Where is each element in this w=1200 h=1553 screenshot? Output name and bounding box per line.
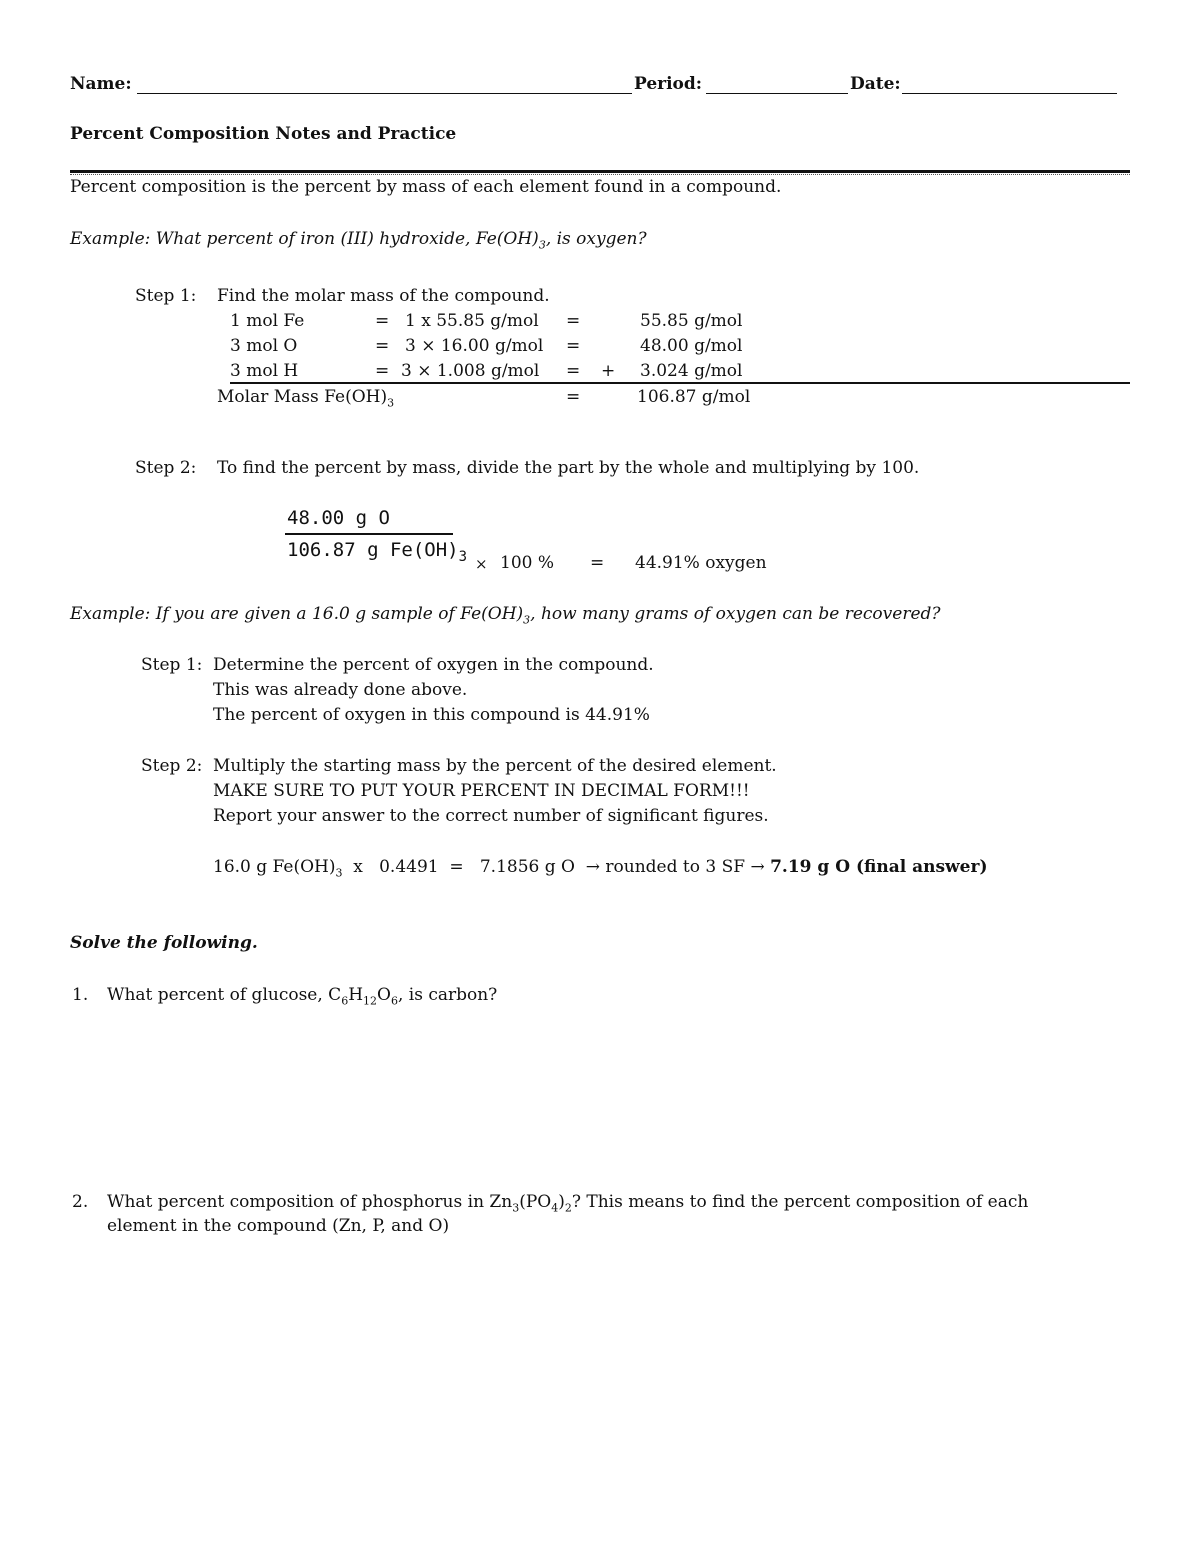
times-sign: × — [475, 555, 488, 573]
period-label: Period: — [634, 74, 703, 94]
mass-calculation: 16.0 g $Fe(OH)_3$ x 0.4491 = 7.1856 g O → rounded to 3 SF → 7.19 g O (final answer) — [213, 857, 988, 880]
question-1-text: What percent of glucose, $C_6H_{12}O_6$, is carbon? — [107, 985, 498, 1008]
molar-mass-total-eq: = — [566, 387, 581, 407]
ex2-step1-line: Determine the percent of oxygen in the compound. — [213, 655, 654, 675]
question-2-text-line2: element in the compound (Zn, P, and O) — [107, 1216, 450, 1236]
result-equals: = — [590, 553, 605, 573]
fraction-bar — [285, 533, 453, 535]
ex2-step2-line: Report your answer to the correct number of significant figures. — [213, 806, 769, 826]
ex2-step1-line: The percent of oxygen in this compound is 44.91% — [213, 705, 650, 725]
fraction-denominator: 106.87 g $Fe(OH)_3$ — [287, 539, 468, 565]
question-2-number: 2. — [72, 1192, 89, 1212]
fraction-numerator: 48.00 g O — [287, 507, 390, 529]
hundred-percent: 100 % — [500, 553, 555, 573]
molar-mass-total-label: Molar Mass $Fe(OH)_3$ — [217, 387, 395, 410]
percent-result: 44.91% oxygen — [635, 553, 767, 573]
answer-space-2[interactable] — [107, 1250, 1117, 1500]
date-label: Date: — [850, 74, 901, 94]
example2-prompt: Example: If you are given a 16.0 g sample of $Fe(OH)_3$, how many grams of oxygen can be recovered? — [70, 604, 941, 627]
question-2-text: What percent composition of phosphorus in $Zn_3(PO_4)_2$? This means to find the percent composition of each — [107, 1192, 1029, 1215]
ex1-step1-text: Find the molar mass of the compound. — [217, 286, 550, 306]
period-field[interactable] — [706, 93, 848, 94]
ex2-step1-label: Step 1: — [141, 655, 203, 675]
ex2-step1-line: This was already done above. — [213, 680, 468, 700]
ex2-step2-line: Multiply the starting mass by the percent of the desired element. — [213, 756, 777, 776]
title-divider — [70, 170, 1130, 175]
name-label: Name: — [70, 74, 132, 94]
page-title: Percent Composition Notes and Practice — [70, 124, 457, 144]
answer-space-1[interactable] — [107, 1020, 1117, 1180]
ex2-step2-line: MAKE SURE TO PUT YOUR PERCENT IN DECIMAL FORM!!! — [213, 781, 750, 801]
sum-line — [230, 382, 1130, 384]
name-field[interactable] — [137, 93, 632, 94]
ex2-step2-label: Step 2: — [141, 756, 203, 776]
ex1-step2-label: Step 2: — [135, 458, 197, 478]
ex1-step2-text: To find the percent by mass, divide the part by the whole and multiplying by 100. — [217, 458, 920, 478]
practice-heading: Solve the following. — [70, 933, 258, 953]
question-1-number: 1. — [72, 985, 89, 1005]
ex1-step1-label: Step 1: — [135, 286, 197, 306]
definition-text: Percent composition is the percent by mass of each element found in a compound. — [70, 177, 782, 197]
final-answer: 7.19 g O (final answer) — [770, 857, 988, 877]
molar-mass-total-value: 106.87 g/mol — [637, 387, 751, 407]
example1-prompt: Example: What percent of iron (III) hydroxide, $Fe(OH)_3$, is oxygen? — [70, 229, 647, 252]
date-field[interactable] — [902, 93, 1117, 94]
